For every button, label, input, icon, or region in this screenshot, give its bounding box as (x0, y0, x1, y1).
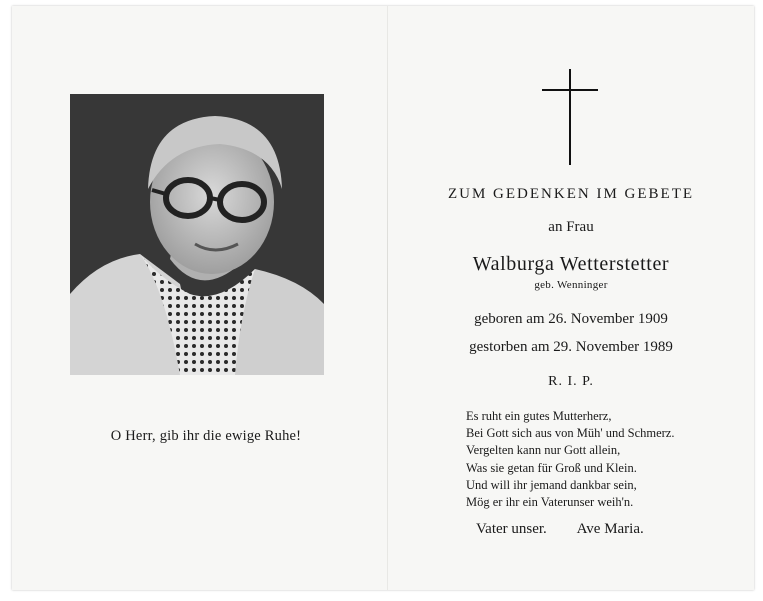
memorial-heading: ZUM GEDENKEN IM GEBETE (447, 186, 695, 202)
prayer-ave-maria: Ave Maria. (576, 521, 644, 537)
poem-line: Vergelten kann nur Gott allein, (466, 443, 621, 458)
poem-line: Und will ihr jemand dankbar sein, (466, 477, 637, 492)
deceased-name: Walburga Wetterstetter (472, 253, 670, 275)
poem-line: Mög er ihr ein Vaterunser weih'n. (466, 495, 634, 510)
latin-cross-icon (540, 69, 600, 165)
maiden-name: geb. Wenninger (534, 279, 608, 291)
prayer-caption: O Herr, gib ihr die ewige Ruhe! (110, 428, 302, 444)
closing-prayers (476, 521, 736, 538)
birth-date: geboren am 26. November 1909 (474, 311, 668, 327)
poem-line: Was sie getan für Groß und Klein. (466, 460, 637, 475)
poem-line: Bei Gott sich aus von Müh' und Schmerz. (466, 426, 675, 441)
card-fold-line (387, 6, 388, 590)
salutation: an Frau (548, 219, 594, 235)
memorial-poem (466, 408, 746, 511)
portrait-photo (70, 94, 324, 375)
prayer-vater-unser: Vater unser. (476, 521, 547, 537)
rip-text: R. I. P. (548, 374, 594, 389)
poem-line: Es ruht ein gutes Mutterherz, (466, 409, 612, 423)
death-date: gestorben am 29. November 1989 (469, 339, 673, 355)
